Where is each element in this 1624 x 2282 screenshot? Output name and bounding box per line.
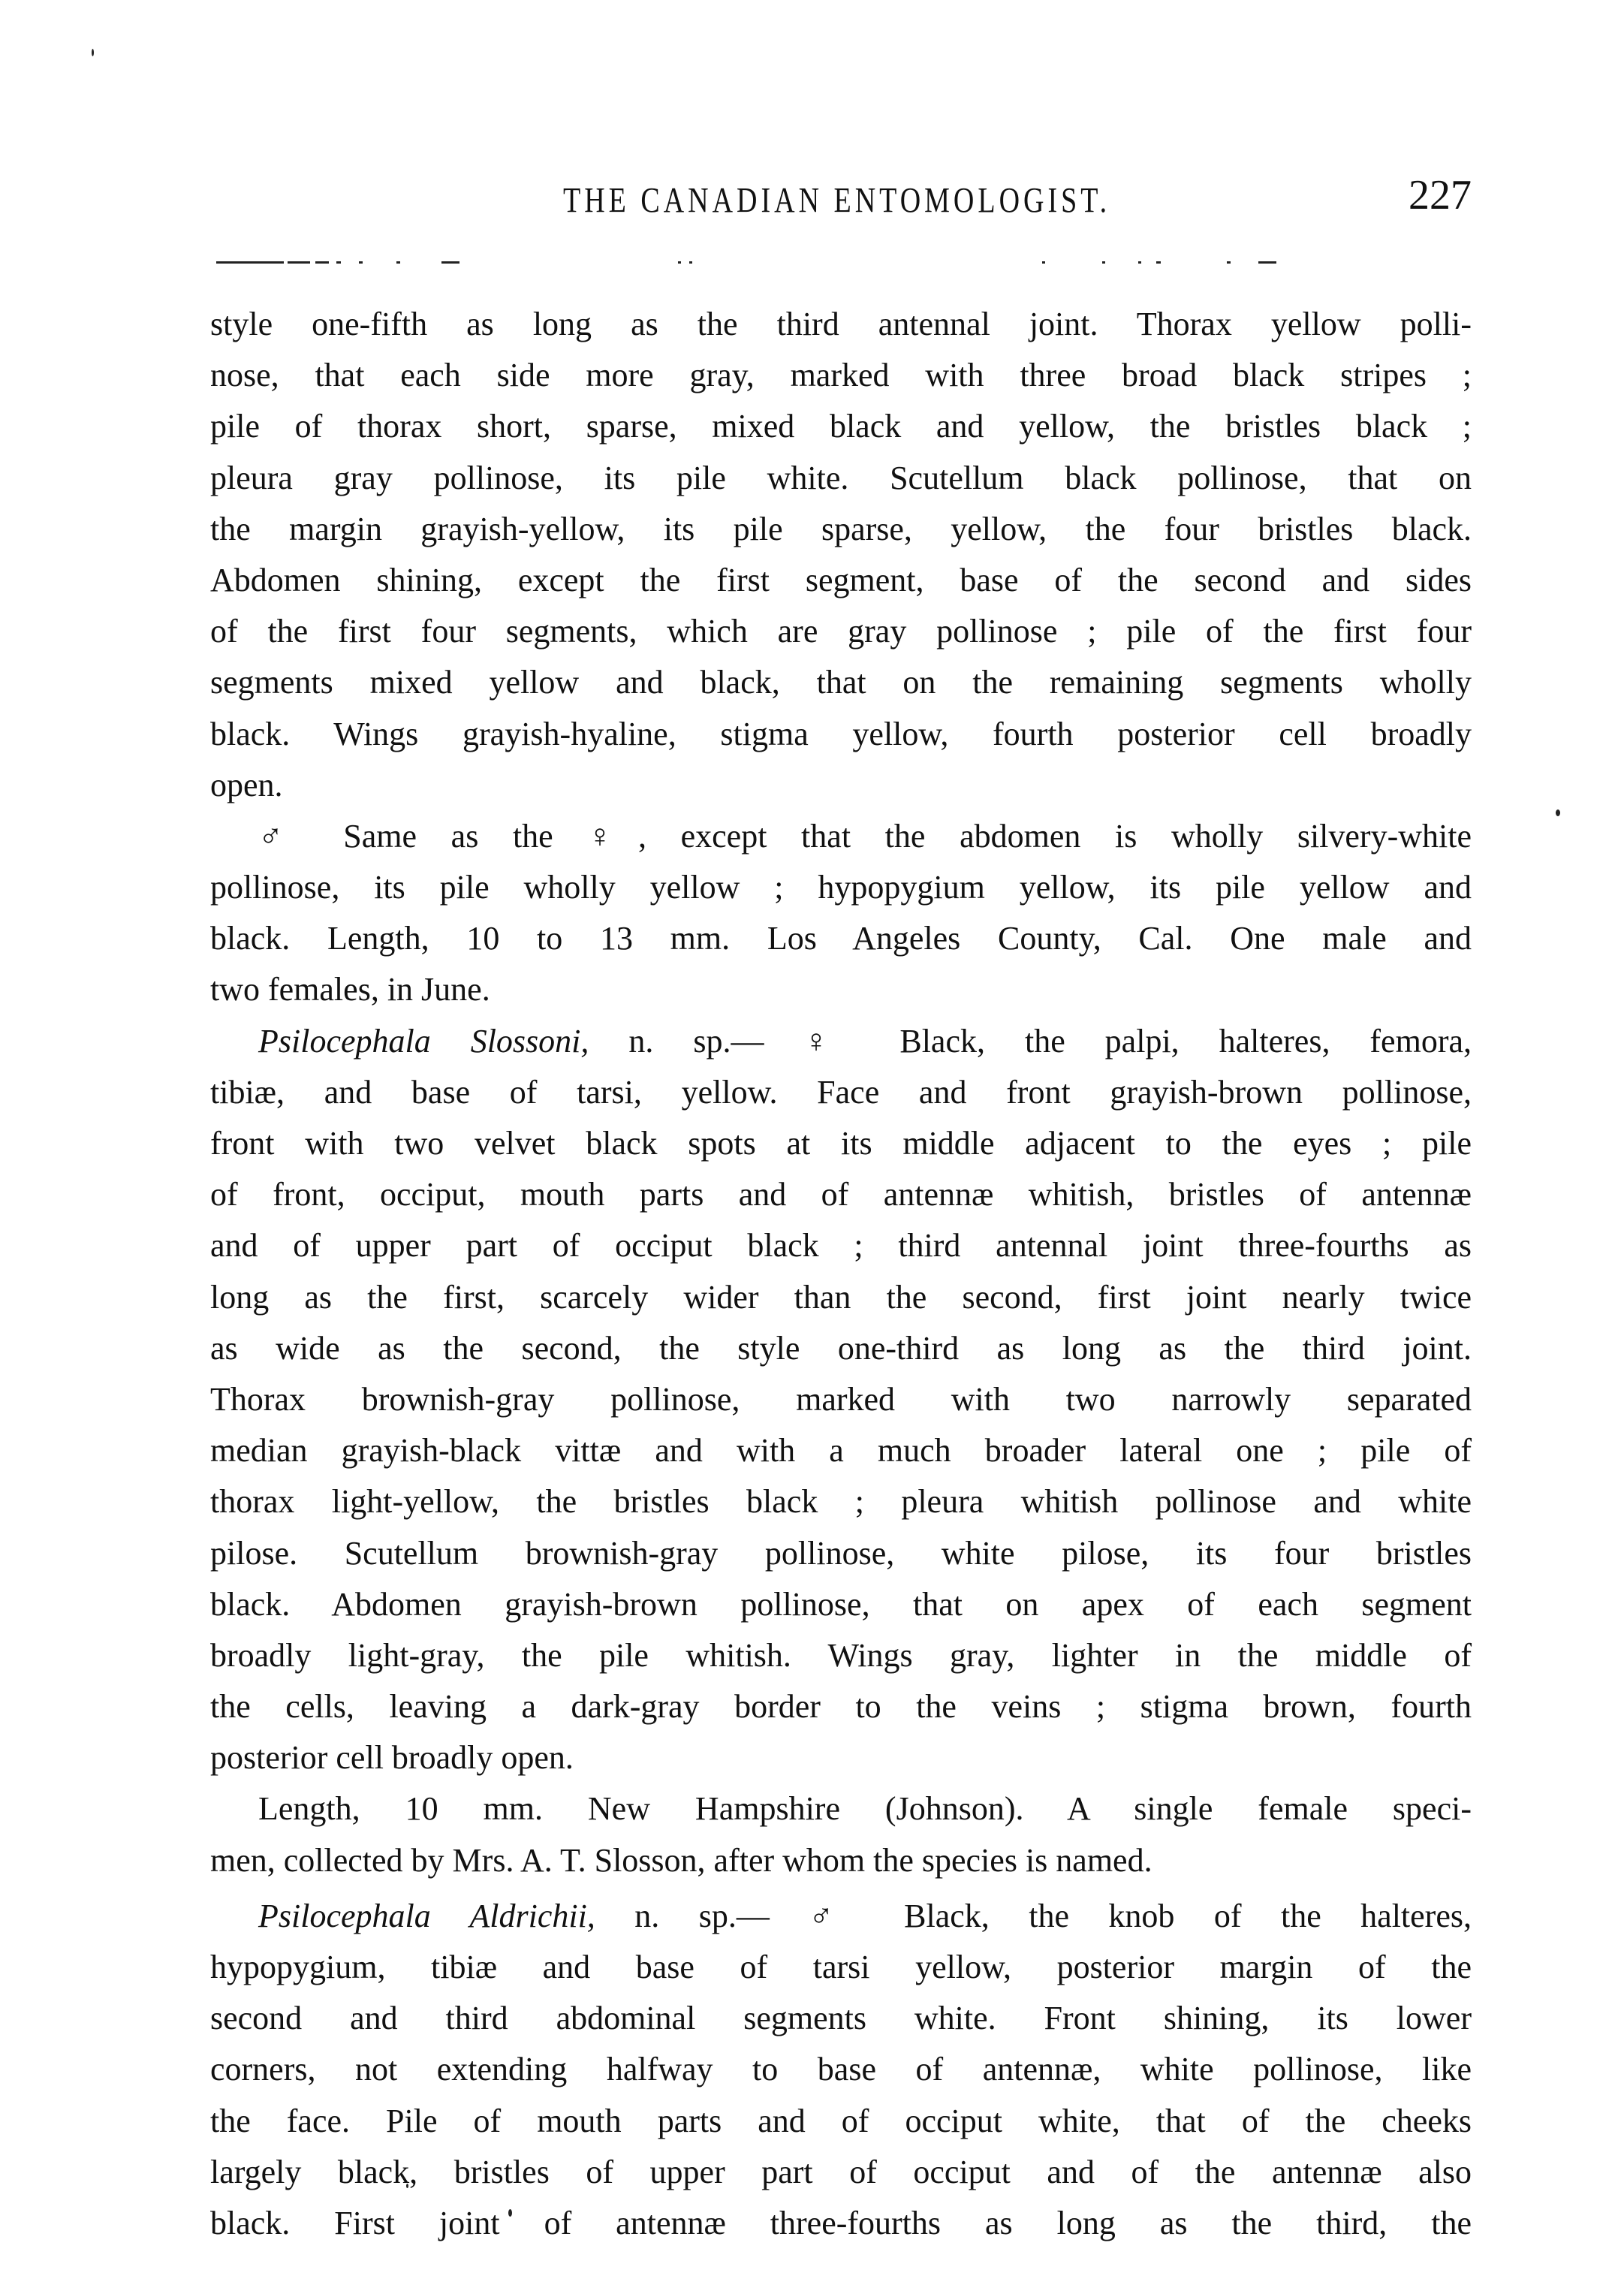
text-line: long as the first, scarcely wider than the second, first joint nearly twice [210, 1278, 1472, 1316]
species-heading-line [210, 1016, 1472, 1067]
text-line: posterior cell broadly open. [210, 1739, 574, 1777]
text-line: open. [210, 766, 283, 803]
text-line: ♂ Same as the ♀, except that the abdomen is wholly silvery-white [258, 817, 1472, 855]
text-line: median grayish-black vittæ and with a much broader lateral one ; pile of [210, 1432, 1472, 1470]
text-line: pollinose, its pile wholly yellow ; hypopygium yellow, its pile yellow and [210, 869, 1472, 906]
species-heading-text: n. sp.— ♀ Black, the palpi, halteres, femora, [589, 1022, 1472, 1060]
text-line: style one-fifth as long as the third antennal joint. Thorax yellow polli- [210, 306, 1472, 342]
species-name: Psilocephala Slossoni, [258, 1022, 589, 1060]
text-line: black. First joint of antennæ three-fourths as long as the third, the [210, 2204, 1472, 2241]
text-line: Thorax brownish-gray pollinose, marked with two narrowly separated [210, 1380, 1472, 1418]
text-line: pilose. Scutellum brownish-gray pollinose, white pilose, its four bristles [210, 1534, 1472, 1572]
header-rule [216, 261, 1472, 264]
text-line: black. Length, 10 to 13 mm. Los Angeles County, Cal. One male and [210, 920, 1472, 957]
species-heading-line [210, 1891, 1472, 1942]
text-line: pile of thorax short, sparse, mixed black and yellow, the bristles black ; [210, 408, 1472, 445]
text-line: tibiæ, and base of tarsi, yellow. Face and front grayish-brown pollinose, [210, 1073, 1472, 1111]
paragraph-male-description [210, 811, 1472, 1016]
text-line: largely black, bristles of upper part of occiput and of the antennæ also [210, 2153, 1472, 2190]
text-line: second and third abdominal segments white. Front shining, its lower [210, 2000, 1472, 2037]
text-line: thorax light-yellow, the bristles black ; pleura whitish pollinose and white [210, 1483, 1472, 1521]
text-line: black. Abdomen grayish-brown pollinose, that on apex of each segment [210, 1585, 1472, 1623]
species-name: Psilocephala Aldrichii, [258, 1897, 595, 1934]
running-head [210, 171, 1472, 224]
text-line: of front, occiput, mouth parts and of antennæ whitish, bristles of antennæ [210, 1176, 1472, 1213]
paragraph-thorax-description [210, 299, 1472, 811]
text-line: the face. Pile of mouth parts and of occiput white, that of the cheeks [210, 2102, 1472, 2139]
paragraph-psilocephala-slossoni [210, 1016, 1472, 1784]
text-line: two females, in June. [210, 971, 490, 1008]
body-text [210, 299, 1472, 2249]
scan-speck [92, 49, 94, 56]
text-line: black. Wings grayish-hyaline, stigma yellow, fourth posterior cell broadly [210, 715, 1472, 752]
species-heading-text: n. sp.— ♂ Black, the knob of the halteres, [595, 1897, 1472, 1934]
text-line: men, collected by Mrs. A. T. Slosson, after whom the species is named. [210, 1841, 1152, 1879]
text-line: segments mixed yellow and black, that on the remaining segments wholly [210, 664, 1472, 701]
page-number: 227 [1409, 172, 1472, 219]
text-line: corners, not extending halfway to base of antennæ, white pollinose, like [210, 2051, 1472, 2088]
text-line: pleura gray pollinose, its pile white. Scutellum black pollinose, that on [210, 459, 1472, 496]
text-line: of the first four segments, which are gray pollinose ; pile of the first four [210, 613, 1472, 650]
text-line: broadly light-gray, the pile whitish. Wings gray, lighter in the middle of [210, 1636, 1472, 1674]
text-line: as wide as the second, the style one-third as long as the third joint. [210, 1329, 1472, 1367]
text-line: nose, that each side more gray, marked with three broad black stripes ; [210, 357, 1472, 394]
journal-title: THE CANADIAN ENTOMOLOGIST. [563, 181, 1111, 221]
scan-speck [1556, 809, 1560, 816]
text-line: front with two velvet black spots at its middle adjacent to the eyes ; pile [210, 1125, 1472, 1162]
text-line: the cells, leaving a dark-gray border to the veins ; stigma brown, fourth [210, 1688, 1472, 1726]
text-line: the margin grayish-yellow, its pile sparse, yellow, the four bristles black. [210, 510, 1472, 547]
text-line: Length, 10 mm. New Hampshire (Johnson). A single female speci- [258, 1790, 1472, 1828]
text-line: and of upper part of occiput black ; third antennal joint three-fourths as [210, 1227, 1472, 1265]
paragraph-slossoni-length-locality [210, 1783, 1472, 1886]
text-line: Abdomen shining, except the first segment, base of the second and sides [210, 561, 1472, 598]
text-line: hypopygium, tibiæ and base of tarsi yellow, posterior margin of the [210, 1949, 1472, 1985]
paragraph-psilocephala-aldrichii [210, 1891, 1472, 2249]
